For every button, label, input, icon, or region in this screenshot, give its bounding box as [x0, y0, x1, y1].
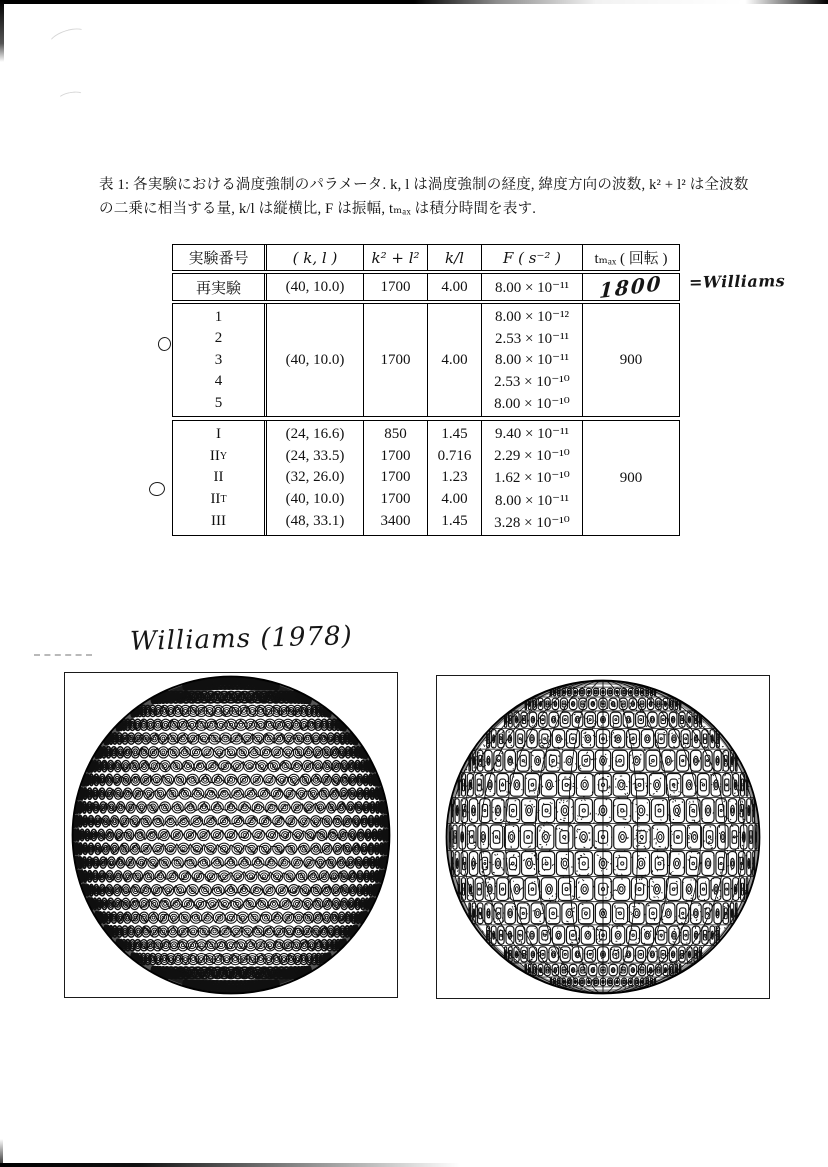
cell-rerun-k2l2: 1700 [364, 274, 428, 300]
col-run-numbers [173, 304, 267, 416]
col-block2-kl: (24, 16.6) (24, 33.5) (32, 26.0) (40, 10.0) (48, 33.1) [267, 421, 364, 535]
cell-id-IIY: II Y [209, 447, 228, 464]
faint-pencil-mark [57, 90, 84, 104]
cell-block1-kl: (40, 10.0) [267, 304, 364, 416]
cell-rerun-kl: (40, 10.0) [267, 274, 364, 300]
handwritten-equals-williams: =Williams [688, 271, 786, 292]
cell-rerun-id: 再実験 [173, 274, 267, 300]
cell-rerun-F: 8.00 × 10⁻¹¹ [482, 274, 583, 300]
col-block1-F [482, 304, 583, 416]
scan-edge-top [0, 0, 828, 4]
handwritten-1800: 1800 [598, 270, 664, 304]
cell-F-4: 2.53 × 10⁻¹⁰ [494, 374, 570, 391]
experiment-parameter-table [172, 244, 680, 536]
handwritten-circle-mark-2 [148, 480, 167, 497]
cell-block1-k2l2: 1700 [364, 304, 428, 416]
table-caption: 表 1: 各実験における渦度強制のパラメータ. k, l は渦度強制の経度, 緯度方向の波数, k² + l² は全波数の二乗に相当する量, k/l は縦横比, F は振幅, tₘₐₓ は積分時間を表す. [99, 177, 749, 217]
cell-run-2: 2 [214, 330, 223, 346]
scan-edge-bottom [0, 1163, 460, 1167]
table-block-runs-1-5 [172, 303, 680, 417]
cell-run-3: 3 [214, 351, 223, 368]
col-block2-ratio: 1.45 0.716 1.23 4.00 1.45 [428, 421, 482, 535]
header-kl: ( k, l ) [267, 245, 364, 270]
cell-F-2: 2.53 × 10⁻¹¹ [494, 330, 570, 347]
header-k2l2: k² + l² [364, 245, 428, 270]
cell-id-IIT: II T [210, 491, 227, 508]
sphere-contour-plot-right [437, 676, 769, 998]
cell-F-1: 8.00 × 10⁻¹² [494, 308, 570, 325]
handwritten-circle-mark-1 [157, 336, 172, 352]
faint-pencil-mark [46, 24, 90, 53]
table-row-rerun [172, 270, 680, 304]
sphere-contour-plot-left [65, 673, 397, 997]
cell-block1-tmax: 900 [619, 351, 643, 368]
table-header-row [172, 244, 680, 271]
header-exp-no: 実験番号 [173, 245, 267, 270]
cell-block2-tmax: 900 [619, 469, 643, 486]
header-ratio: k/l [428, 245, 482, 270]
cell-run-5: 5 [214, 394, 223, 411]
col-block2-F: 9.40 × 10⁻¹¹ 2.29 × 10⁻¹⁰ 1.62 × 10⁻¹⁰ 8.00 × 10⁻¹¹ 3.28 × 10⁻¹⁰ [482, 421, 583, 535]
cell-block1-ratio: 4.00 [428, 304, 482, 416]
cell-run-1: 1 [214, 308, 223, 325]
figure-vorticity-sphere-left [64, 672, 398, 998]
cell-run-4: 4 [214, 373, 223, 389]
header-tmax: tₘₐₓ ( 回転 ) [594, 251, 668, 267]
handwritten-figure-label: Williams (1978) [129, 621, 354, 657]
col-block2-k2l2: 850 1700 1700 1700 3400 [364, 421, 428, 535]
cell-F-5: 8.00 × 10⁻¹⁰ [494, 396, 570, 413]
table-block-runs-I-III [172, 420, 680, 536]
cell-F-3: 8.00 × 10⁻¹¹ [494, 352, 570, 369]
cell-rerun-ratio: 4.00 [428, 274, 482, 300]
col-roman-ids [173, 421, 267, 535]
cell-id-II: II [213, 469, 224, 486]
cell-id-I: I [216, 425, 221, 442]
header-amplitude: F ( s⁻² ) [482, 245, 583, 270]
scan-edge-left-top [0, 0, 4, 62]
cell-id-III: III [211, 513, 226, 530]
faint-pencil-dash [34, 654, 92, 656]
cell-rerun-tmax [583, 270, 679, 304]
figure-vorticity-sphere-right [436, 675, 770, 999]
